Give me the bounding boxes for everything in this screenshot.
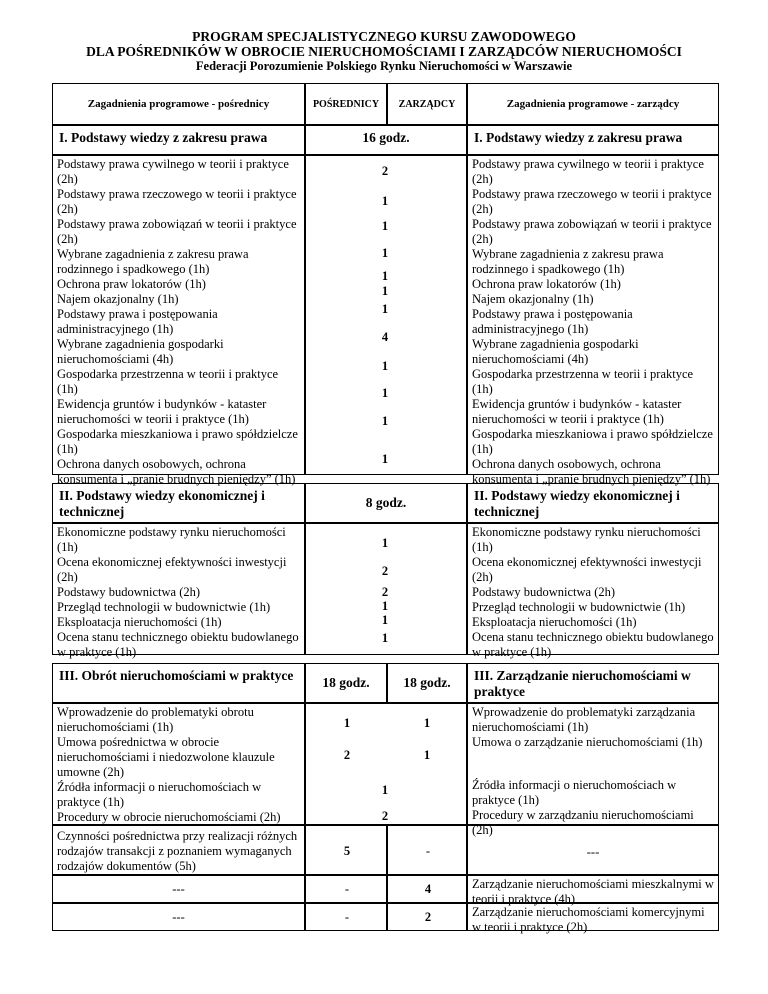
list-item: Podstawy prawa zobowiązań w teorii i praktyce (2h) [57,217,297,246]
hours-value: 2 [343,748,351,762]
list-item: Źródła informacji o nieruchomościach w praktyce (1h) [472,778,677,807]
section-2-items-left [52,523,305,659]
section-2-hours: 8 godz. [305,483,467,523]
hours-value: 2 [381,585,389,599]
section-1-numbers [305,155,467,475]
hours-value: 1 [381,452,389,466]
document-title-line2: DLA POŚREDNIKÓW W OBROCIE NIERUCHOMOŚCIAMI I ZARZĄDCÓW NIERUCHOMOŚCI [86,44,682,59]
list-item: Podstawy prawa zobowiązań w teorii i praktyce (2h) [472,217,712,246]
hours-value: 1 [381,783,389,797]
hours-value: 1 [381,631,389,645]
list-item: Podstawy prawa i postępowania administracyjnego (1h) [57,307,218,336]
list-item: Procedury w zarządzaniu nieruchomościami (2h) [472,808,694,837]
list-item: Przegląd technologii w budownictwie (1h) [57,600,271,614]
section-1-title-right: I. Podstawy wiedzy z zakresu prawa [467,125,719,155]
row-mieszkalne-posrednicy [305,875,387,903]
hours-value: 1 [381,386,389,400]
hours-value: 1 [381,194,389,208]
hours-value: 2 [381,164,389,178]
section-3-items-right [467,703,719,837]
row-czynnosci-zarzadcy [387,825,467,875]
list-item: Ochrona danych osobowych, ochrona konsumenta i „pranie brudnych pieniędzy” (1h) [57,457,296,486]
hours-value: 1 [381,414,389,428]
list-item: Wybrane zagadnienia gospodarki nieruchomościami (4h) [57,337,224,366]
row-komercyjne-right: Zarządzanie nieruchomościami komercyjnymi w teorii i praktyce (2h) [467,903,719,931]
column-header-left: Zagadnienia programowe - pośrednicy [52,83,305,125]
hours-value: 4 [424,882,432,896]
section-3-numbers [305,703,467,825]
row-czynnosci-right: --- [467,825,719,875]
section-2-numbers [305,523,467,655]
list-item: Umowa o zarządzanie nieruchomościami (1h) [472,735,703,749]
hours-value: 1 [381,219,389,233]
list-item: Umowa pośrednictwa w obrocie nieruchomościami i niedozwolone klauzule umowne (2h) [57,735,275,779]
document-title-line1: PROGRAM SPECJALISTYCZNEGO KURSU ZAWODOWEGO [192,29,576,44]
list-item: Eksploatacja nieruchomości (1h) [472,615,637,629]
column-header-zarzadcy [387,83,467,125]
list-item: Ekonomiczne podstawy rynku nieruchomości (1h) [472,525,701,554]
list-item: Przegląd technologii w budownictwie (1h) [472,600,686,614]
section-3-hours-zarzadcy: 18 godz. [387,663,467,703]
hours-value: - [425,844,431,858]
list-item: Najem okazjonalny (1h) [472,292,594,306]
hours-value: 2 [381,809,389,823]
section-3-hours-posrednicy: 18 godz. [305,663,387,703]
list-item: Wybrane zagadnienia z zakresu prawa rodzinnego i spadkowego (1h) [472,247,664,276]
list-item: Ewidencja gruntów i budynków - kataster nieruchomości w teorii i praktyce (1h) [57,397,267,426]
column-header-right: Zagadnienia programowe - zarządcy [467,83,719,125]
list-item: Ochrona praw lokatorów (1h) [57,277,206,291]
section-3-title-left: III. Obrót nieruchomościami w praktyce [52,663,305,703]
hours-value: 1 [381,302,389,316]
row-komercyjne-zarzadcy [387,903,467,931]
list-item: Podstawy budownictwa (2h) [472,585,616,599]
hours-value: 2 [381,564,389,578]
section-1-items-left [52,155,305,486]
hours-value: 1 [423,716,431,730]
section-3-title-right: III. Zarządzanie nieruchomościami w praktyce [467,663,719,703]
list-item: Podstawy prawa i postępowania administracyjnego (1h) [472,307,633,336]
section-1-items-right [467,155,719,486]
hours-value: 5 [343,844,351,858]
hours-value: 1 [381,613,389,627]
hours-value: 1 [381,269,389,283]
section-2-title-right: II. Podstawy wiedzy ekonomicznej i technicznej [467,483,719,523]
hours-value: 1 [381,359,389,373]
list-item: Ocena stanu technicznego obiektu budowlanego w praktyce (1h) [472,630,714,659]
hours-value: 1 [381,246,389,260]
list-item: Ocena ekonomicznej efektywności inwestycji (2h) [472,555,702,584]
list-item: Podstawy budownictwa (2h) [57,585,201,599]
list-item: Eksploatacja nieruchomości (1h) [57,615,222,629]
section-2-items-right [467,523,719,659]
row-mieszkalne-left: --- [52,875,305,903]
row-mieszkalne-right: Zarządzanie nieruchomościami mieszkalnymi w teorii i praktyce (4h) [467,875,719,903]
list-item: Podstawy prawa rzeczowego w teorii i praktyce (2h) [472,187,712,216]
hours-value: 4 [381,330,389,344]
hours-value: 1 [381,536,389,550]
list-item: Ocena ekonomicznej efektywności inwestycji (2h) [57,555,287,584]
list-item: Źródła informacji o nieruchomościach w praktyce (1h) [57,780,262,809]
list-item: Ocena stanu technicznego obiektu budowlanego w praktyce (1h) [57,630,299,659]
row-czynnosci-left: Czynności pośrednictwa przy realizacji różnych rodzajów transakcji z poznaniem wymaganych rodzajów dokumentów (5h) [52,825,305,875]
section-3-items-left [52,703,305,825]
list-item: Wybrane zagadnienia gospodarki nieruchomościami (4h) [472,337,639,366]
row-czynnosci-posrednicy [305,825,387,875]
hours-value: 1 [381,284,389,298]
list-item: Wprowadzenie do problematyki obrotu nieruchomościami (1h) [57,705,254,734]
section-1-title-left: I. Podstawy wiedzy z zakresu prawa [52,125,305,155]
list-item: Ochrona danych osobowych, ochrona konsumenta i „pranie brudnych pieniędzy” (1h) [472,457,711,486]
hours-value: 1 [423,748,431,762]
list-item: Podstawy prawa cywilnego w teorii i praktyce (2h) [57,157,289,186]
row-komercyjne-posrednicy [305,903,387,931]
list-item: Podstawy prawa rzeczowego w teorii i praktyce (2h) [57,187,297,216]
list-item: Najem okazjonalny (1h) [57,292,179,306]
hours-value: 1 [381,599,389,613]
list-item: Podstawy prawa cywilnego w teorii i praktyce (2h) [472,157,704,186]
hours-value: - [344,910,350,924]
column-header-posrednicy-label: POŚREDNICY [312,98,380,110]
section-2-title-left: II. Podstawy wiedzy ekonomicznej i technicznej [52,483,305,523]
column-header-posrednicy [305,83,387,125]
list-item: Ochrona praw lokatorów (1h) [472,277,621,291]
hours-value: 2 [424,910,432,924]
row-mieszkalne-zarzadcy [387,875,467,903]
column-header-zarzadcy-label: ZARZĄDCY [398,98,456,110]
list-item: Procedury w obrocie nieruchomościami (2h) [57,810,281,824]
list-item: Wprowadzenie do problematyki zarządzania nieruchomościami (1h) [472,705,696,734]
list-item: Gospodarka przestrzenna w teorii i praktyce (1h) [57,367,279,396]
row-komercyjne-left: --- [52,903,305,931]
list-item: Gospodarka mieszkaniowa i prawo spółdzielcze (1h) [57,427,298,456]
hours-value: - [344,882,350,896]
list-item: Gospodarka mieszkaniowa i prawo spółdzielcze (1h) [472,427,713,456]
list-item: Gospodarka przestrzenna w teorii i praktyce (1h) [472,367,694,396]
list-item: Ewidencja gruntów i budynków - kataster nieruchomości w teorii i praktyce (1h) [472,397,682,426]
document-subtitle: Federacji Porozumienie Polskiego Rynku Nieruchomości w Warszawie [195,59,573,73]
hours-value: 1 [343,716,351,730]
section-1-hours: 16 godz. [305,125,467,155]
list-item: Wybrane zagadnienia z zakresu prawa rodzinnego i spadkowego (1h) [57,247,249,276]
list-item: Ekonomiczne podstawy rynku nieruchomości (1h) [57,525,286,554]
